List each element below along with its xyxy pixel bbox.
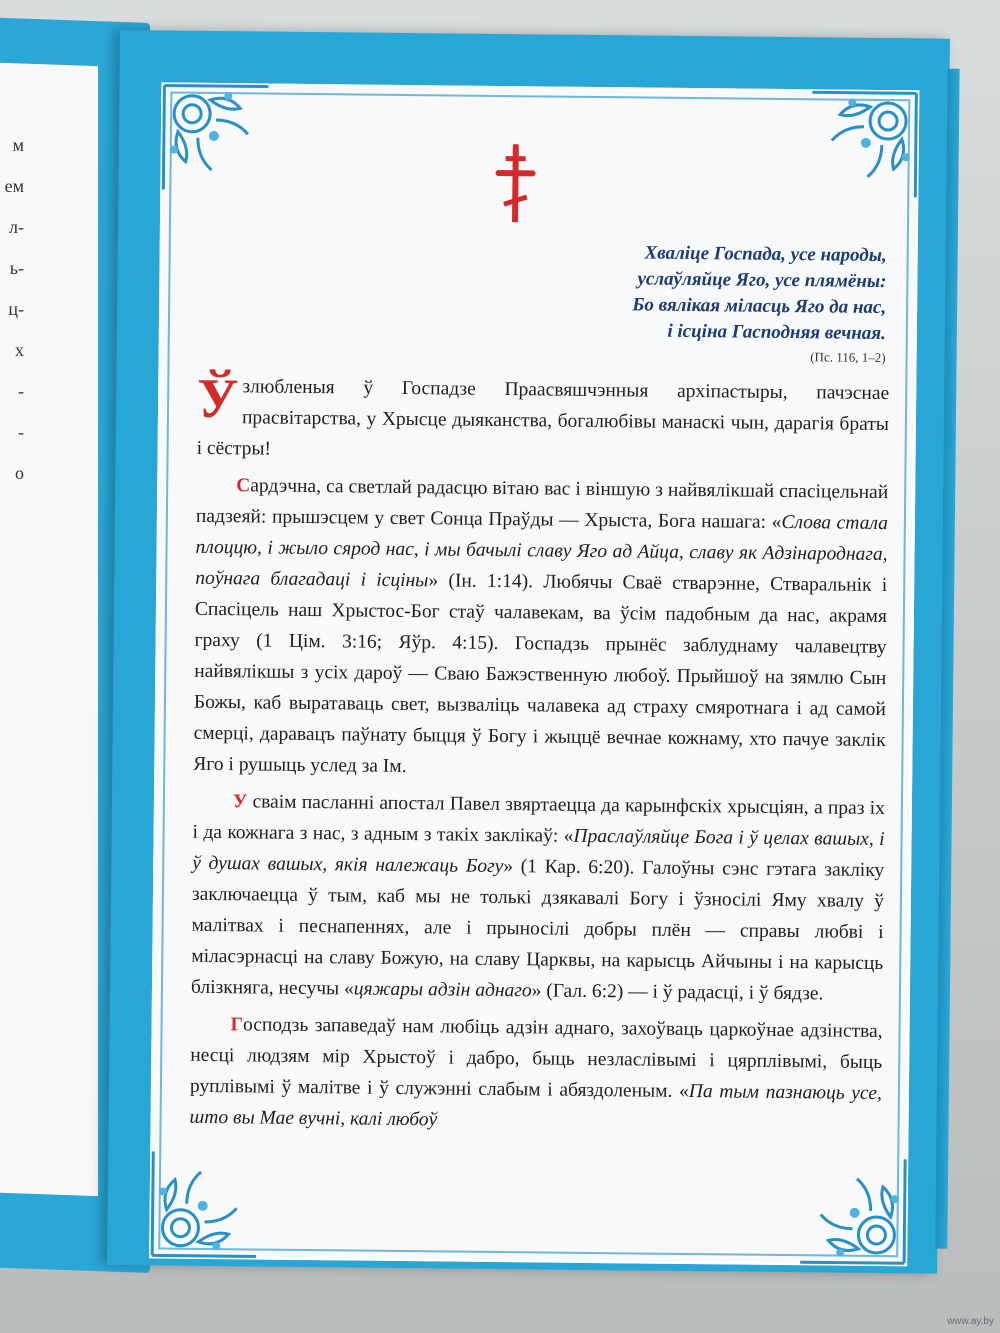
ornament-corner-icon [157,79,278,200]
initial-letter: Г [230,1014,244,1036]
orthodox-cross-icon [495,144,536,224]
left-letter: м [12,135,24,155]
paragraph-text: » (1 Кар. 6:20). Галоўны сэнс гэтага закліку заключаецца ў тым, каб мы не толькі дзякавалі Богу і ўзносілі Яму хвалу ў малітвах і песнапеннях, але і прыносілі добры плён — справы любві і міласэрнасці на славу Божую, на славу Царквы, на карысць Айчыны і на карысць блізкняга, несучы « [190,856,885,1000]
paragraph-2 [193,470,888,787]
paragraph-1 [196,367,890,471]
paragraph-text: осподзь запаведаў нам любіць адзін аднаго, захоўваць царкоўнае адзінства, несці людзям мір Хрыстоў і дабро, быць незласлівымі і цярплівымі, быць руплівымі ў малітве і ў служэнні слабым і абяздоленым. « [189,1014,883,1103]
epigraph-reference: (Пс. 116, 1–2) [810,349,886,366]
left-letter: - [18,381,24,401]
paragraph-3 [191,786,885,1010]
page-frame [149,82,919,1266]
left-letter: - [18,422,24,442]
left-page-text [4,125,24,494]
paragraph-text: сваім пасланні апостал Павел звяртаецца да карынфскіх хрысціян, а праз іх і да кожнага з нас, з адным з такіх заклікаў: « [192,791,885,847]
initial-letter: У [232,791,248,813]
left-letter: ем [4,176,24,196]
left-letter: о [15,463,24,483]
booklet-page [107,30,950,1274]
ornament-corner-icon [790,1148,911,1269]
quote-italic: Па тым пазнаюць усе, што вы Мае вучні, калі любоў [189,1081,883,1131]
body-text [189,367,890,1146]
initial-letter: С [236,475,251,497]
epigraph-line: услаўляйце Яго, усе плямёны: [637,268,887,293]
epigraph-line: Бо вялікая міласць Яго да нас, [632,294,887,319]
ornament-corner-icon [146,1141,267,1262]
paragraph-text: злюбленыя ў Госпадзе Праасвяшчэнныя архіпастыры, пачэснае прасвітарства, у Хрысце дыяканства, богалюбівы манаскі чын, дарагія браты і сёстры! [196,376,890,460]
left-letter: х [15,340,24,360]
quote-italic: Праслаўляйце Бога і ў целах вашых, і ў душах вашых, якія належаць Богу [192,825,885,878]
quote-italic: цяжары адзін аднаго [353,978,532,1002]
paragraph-4 [189,1009,882,1140]
watermark: www.ay.by [946,1316,994,1327]
paragraph-text: » (Ін. 1:14). Любячы Сваё стварэнне, Стваральнік і Спасіцель наш Хрыстос-Бог стаў чалавекам, ва ўсім падобным да нас, акрамя граху (1 Цім. 3:16; Яўр. 4:15). Госпадзь прынёс заблуднаму чалавецтву найвялікшы з усіх дароў — Сваю Бажэственную любоў. Прыйшоў на зямлю Сын Божы, каб выратаваць свет, вызваліць чалавека ад страху смяротнага і ад самой смерці, даравацъ паўнату быцця ў Богу і жыццё вечнае кожнаму, хто пачуе заклік Яго і рушыць услед за Ім. [193,570,888,778]
epigraph [426,238,887,369]
paragraph-text: » (Гал. 6:2) — і ў радасці, і ў бядзе. [531,980,824,1005]
left-letter: ь- [9,258,24,278]
epigraph-line: і ісціна Гасподняя вечная. [667,320,886,345]
paragraph-text: ардэчна, са светлай радасцю вітаю вас і віншую з найвялікшай спасіцельнай падзеяй: прышэсцем у свет Сонца Праўды — Хрыста, Бога нашага: « [195,475,889,533]
drop-cap: Ў [196,367,239,431]
epigraph-line: Хваліце Госпада, усе народы, [644,242,887,267]
ornament-corner-icon [801,86,922,207]
quote-italic: Слова стала плоццю, і жыло сярод нас, і мы бачылі славу Яго ад Айца, славу як Адзінароднага, поўнага благадаці і ісціны [195,511,888,592]
left-letter: л- [9,217,24,237]
left-letter: ц- [8,299,24,319]
